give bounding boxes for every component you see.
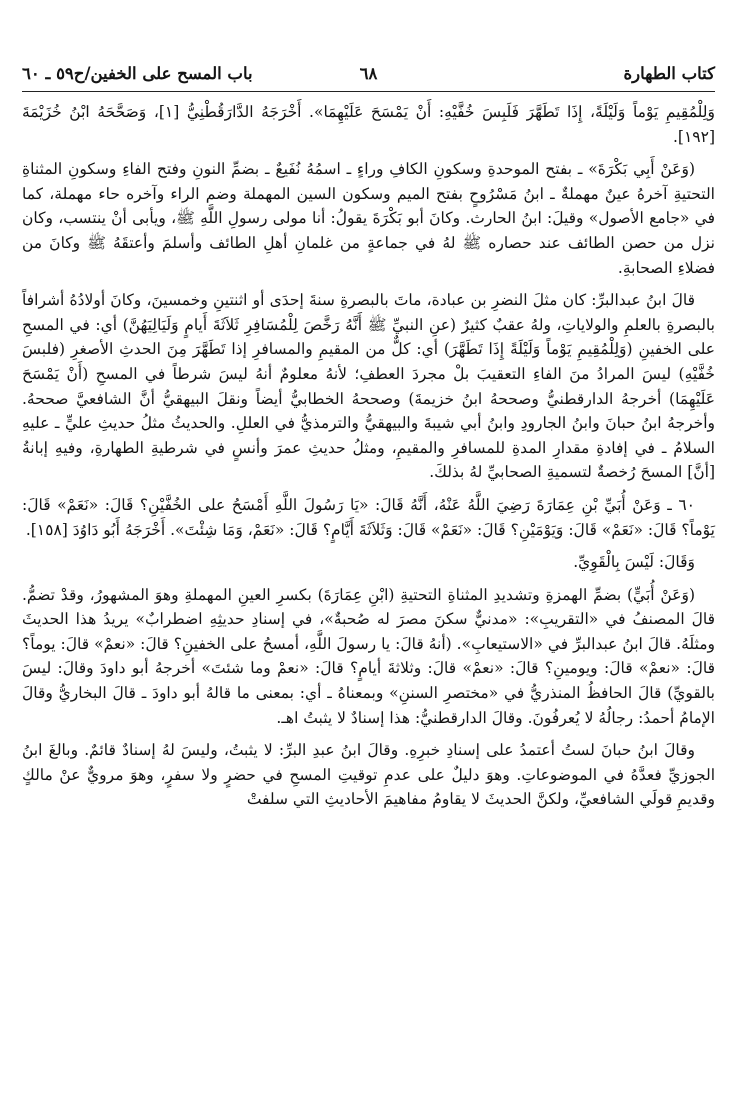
page-header [22,64,715,92]
paragraph-narrator-abu-bakra: (وَعَنْ أَبِي بَكْرَةَ» ـ بفتح الموحدةِ وسكونِ الكافِ وراءٍ ـ اسمُهُ نُفَيعٌ ـ بضمِّ النونِ وفتح الفاءِ وسكونِ المثناةِ التحتيةِ آخرهُ عينٌ مهملةٌ ـ ابنُ مَسْرُوحٍ بفتح الميم وسكون السين المهملة وضم الراء وآخره حاء مهملة، كما في «جامع الأصول» وقيلَ: ابنُ الحارث. وكانَ أبو بَكْرَةَ يقولُ: أنا مولى رسولِ اللَّهِ ﷺ، ويأبى أنْ ينتسب، وكان نزل من حصن الطائف عند حصاره ﷺ لهُ في جماعةٍ من غلمانِ أهلِ الطائف وأسلمَ وأعتقَهُ ﷺ وكانَ من فضلاءِ الصحابةِ. [22,160,715,277]
page-body [22,100,715,812]
page-number: ٦٨ [359,64,378,83]
paragraph-grading: وقالَ ابنُ حبانَ لستُ أعتمدُ على إسنادِ خبرِهِ. وقالَ ابنُ عبدِ البرِّ: لا يثبتُ، وليسَ لهُ إسنادٌ قائمٌ. وبالغَ ابنُ الجوزيِّ فعدَّهُ في الموضوعاتِ. وهوَ دليلٌ على عدمِ توقيتِ المسحِ في حضرٍ ولا سفرٍ، وهوَ مرويٌّ عنْ مالكٍ وقديمِ قولَي الشافعيِّ، ولكنَّ الحديثَ لا يقاومُ مفاهيمَ الأحاديثِ التي سلفتْ [22,741,715,809]
paragraph-hadith-60: ٦٠ ـ وَعَنْ أُبَيِّ بْنِ عِمَارَةَ رَضِيَ اللَّهُ عَنْهُ، أَنَّهُ قَالَ: «يَا رَسُولَ اللَّهِ أَمْسَحُ على الخُفَّيْنِ؟ قَالَ: «نَعَمْ» قَالَ: يَوْماً؟ قَالَ: «نَعَمْ» قَالَ: وَيَوْمَيْنِ؟ قَالَ: «نَعَمْ» قَالَ: وَثَلاَثَةَ أَيَّامٍ؟ قَالَ: «نَعَمْ، وَمَا شِئْتَ». أَخْرَجَهُ أَبُو دَاوُدَ [١٥٨]. [22,495,715,539]
book-title: كتاب الطهارة [623,64,715,83]
paragraph-abu-dawud-note: وَقَالَ: لَيْسَ بِالْقَوِيِّ. [573,553,695,572]
paragraph-ubay-commentary: (وَعَنْ أُبَيٍّ) بضمِّ الهمزةِ وتشديدِ المثناةِ التحتيةِ (ابْنِ عِمَارَةَ) بكسرِ العينِ المهملةِ وهوَ المشهورُ، وقدْ تضمُّ. قالَ المصنفُ في «التقريبِ»: «مدنيٌّ سكنَ مصرَ له صُحبةٌ»، في إسنادِ حديثِهِ اضطرابٌ» يريدُ هذا الحديثَ ومثلَهُ. قالَ ابنُ عبدالبرِّ في «الاستيعابِ». (أنهُ قالَ: يا رسولَ اللَّهِ، أمسحُ على الخفينِ؟ قالَ: «نعمْ» قالَ: يوماً؟ قالَ: «نعمْ» قالَ: ويومينِ؟ قالَ: «نعمْ» قالَ: وثلاثةَ أيامٍ؟ قالَ: «نعمْ وما شئتَ» أخرجهُ أبو داودَ وقالَ: ليسَ بالقويِّ) قالَ الحافظُ المنذريُّ في «مختصرِ السننِ» وبمعناهُ ـ أي: بمعنى ما قالهُ أبو داودَ ـ قالَ البخاريُّ وقالَ الإمامُ أحمدُ: رجالُهُ لا يُعرفُونَ. وقالَ الدارقطنيُّ: هذا إسنادٌ لا يثبتُ اهـ. [22,585,716,727]
header-rule [22,91,715,92]
chapter-title: باب المسح على الخفين/ح٥٩ ـ ٦٠ [22,64,253,83]
paragraph-hadith-59-end: وَلِلْمُقِيمِ يَوْماً وَلَيْلَةً، إِذَا تَطَهَّرَ فَلَبِسَ خُفَّيْهِ: أَنْ يَمْسَحَ عَلَيْهِمَا». أَخْرَجَهُ الدَّارَقُطْنِيُّ [١]، وَصَحَّحَهُ ابْنُ خُزَيْمَةَ [١٩٢]. [22,103,716,146]
paragraph-commentary: قالَ ابنُ عبدالبرِّ: كان مثلَ النضرِ بن عبادة، ماتَ بالبصرةِ سنةَ إحدَى أو اثنتينِ وخمسينَ، وكانَ أولادُهُ أشرافاً بالبصرةِ بالعلمِ والولاياتِ، ولهُ عقبٌ كثيرٌ (عنِ النبيِّ ﷺ أَنَّهُ رَخَّصَ لِلْمُسَافِرِ ثَلاَثَةَ أَيامٍ وَلَيَالِيَهُنَّ) أي: في المسحِ على الخفينِ (وَلِلْمُقِيمِ يَوْماً وَلَيْلَةً إِذَا تَطَهَّرَ) أي: كلٌّ من المقيمِ والمسافرِ إذا تَطَهَّرَ مِنَ الحدثِ الأصغرِ (فلبسَ خُفَّيْهِ) ليسَ المرادُ منَ الفاءِ التعقيبَ بلْ مجردَ العطفِ؛ لأنهُ معلومٌ أنهُ ليسَ شرطاً في المسحِ (أَنْ يَمْسَحَ عَلَيْهِمَا) أخرجهُ الدارقطنيُّ وصححهُ ابنُ خزيمةَ) وصححهُ الخطابيُّ أيضاً ونقلَ البيهقيُّ أنَّ الشافعيَّ صححهُ. وأخرجهُ ابنُ حبانَ وابنُ الجارودِ وابنُ أبي شيبةَ والبيهقيُّ والترمذيُّ في العللِ. والحديثُ مثلُ حديثِ عليٍّ ـ عليهِ السلامُ ـ في إفادةِ مقدارِ المدةِ للمسافرِ والمقيمِ، ومثلُ حديثِ عمرَ وأنسٍ في شرطيةِ الطهارةِ، وفيهِ إبانةُ [أنَّ] المسحَ رُخصةٌ لتسميةِ الصحابيِّ لهُ بذلكَ. [22,291,715,482]
